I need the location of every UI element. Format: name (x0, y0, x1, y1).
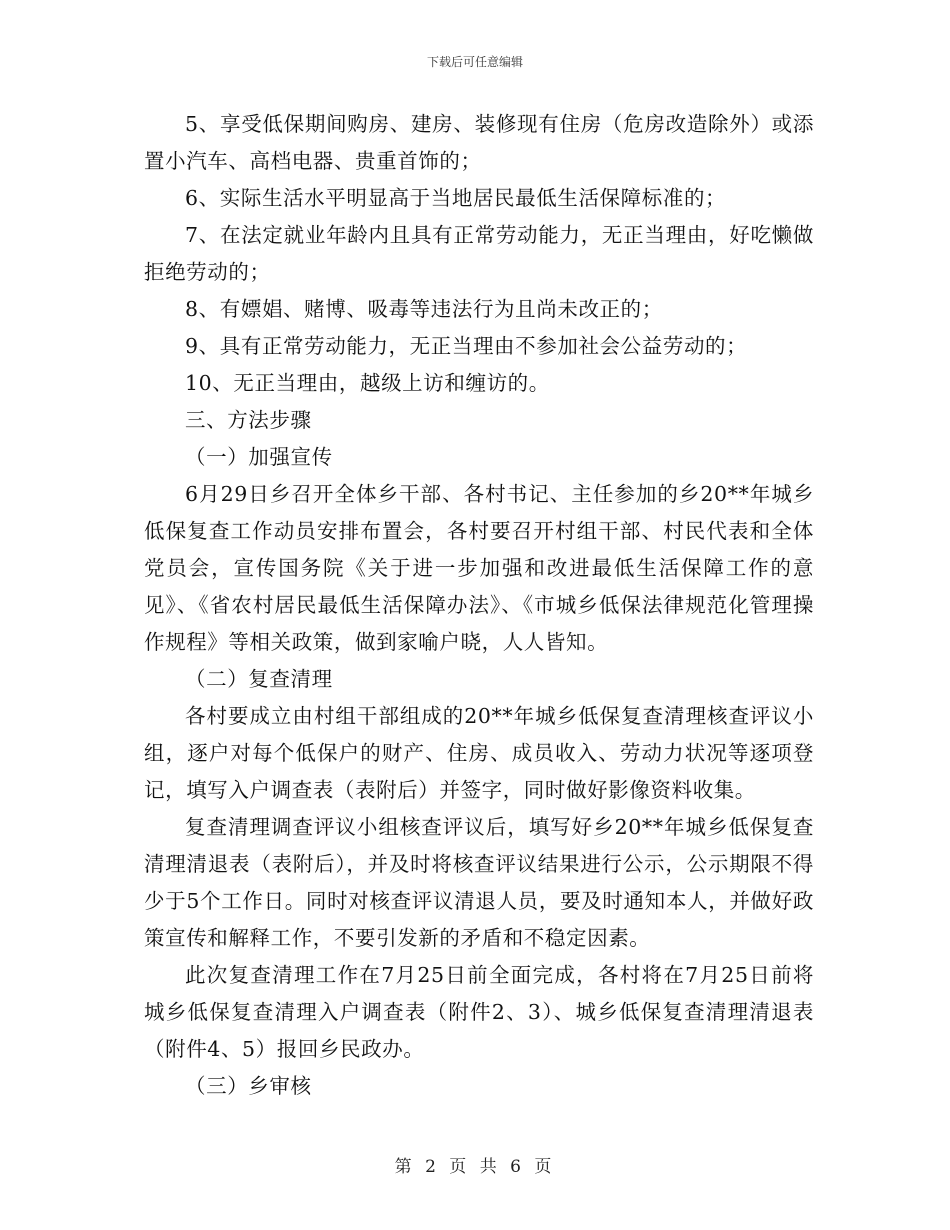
subheading-review: （二）复查清理 (185, 667, 333, 691)
list-item-8: 8、有嫖娼、赌博、吸毒等违法行为且尚未改正的； (185, 297, 663, 321)
list-item-5: 5、享受低保期间购房、建房、装修现有住房（危房改造除外）或添置小汽车、高档电器、贵重首饰的； (144, 112, 814, 173)
list-item-9: 9、具有正常劳动能力，无正当理由不参加社会公益劳动的； (185, 334, 748, 358)
list-item-7: 7、在法定就业年龄内且具有正常劳动能力，无正当理由，好吃懒做拒绝劳动的； (144, 223, 814, 284)
subheading-audit: （三）乡审核 (185, 1074, 312, 1098)
section-heading-methods: 三、方法步骤 (185, 408, 312, 432)
paragraph-review-2: 复查清理调查评议小组核查评议后，填写好乡20**年城乡低保复查清理清退表（表附后），并及时将核查评议结果进行公示，公示期限不得少于5个工作日。同时对核查评议清退人员，要及时通知本人，并做好政策宣传和解释工作，不要引发新的矛盾和不稳定因素。 (144, 815, 814, 950)
page-footer: 第 2 页 共 6 页 (394, 1157, 556, 1177)
list-item-10: 10、无正当理由，越级上访和缠访的。 (185, 371, 550, 395)
paragraph-review-1: 各村要成立由村组干部组成的20**年城乡低保复查清理核查评议小组，逐户对每个低保户的财产、住房、成员收入、劳动力状况等逐项登记，填写入户调查表（表附后）并签字，同时做好影像资料收集。 (144, 704, 814, 802)
paragraph-review-3: 此次复查清理工作在7月25日前全面完成，各村将在7月25日前将城乡低保复查清理入户调查表（附件2、3）、城乡低保复查清理清退表（附件4、5）报回乡民政办。 (144, 963, 814, 1061)
page-header: 下载后可任意编辑 (426, 55, 523, 69)
list-item-6: 6、实际生活水平明显高于当地居民最低生活保障标准的； (185, 186, 727, 210)
subheading-publicity: （一）加强宣传 (185, 445, 333, 469)
document-body (144, 106, 814, 1105)
paragraph-publicity: 6月29日乡召开全体乡干部、各村书记、主任参加的乡20**年城乡低保复查工作动员安排布置会，各村要召开村组干部、村民代表和全体党员会，宣传国务院《关于进一步加强和改进最低生活保障工作的意见》、《省农村居民最低生活保障办法》、《市城乡低保法律规范化管理操作规程》等相关政策，做到家喻户晓，人人皆知。 (144, 482, 814, 654)
